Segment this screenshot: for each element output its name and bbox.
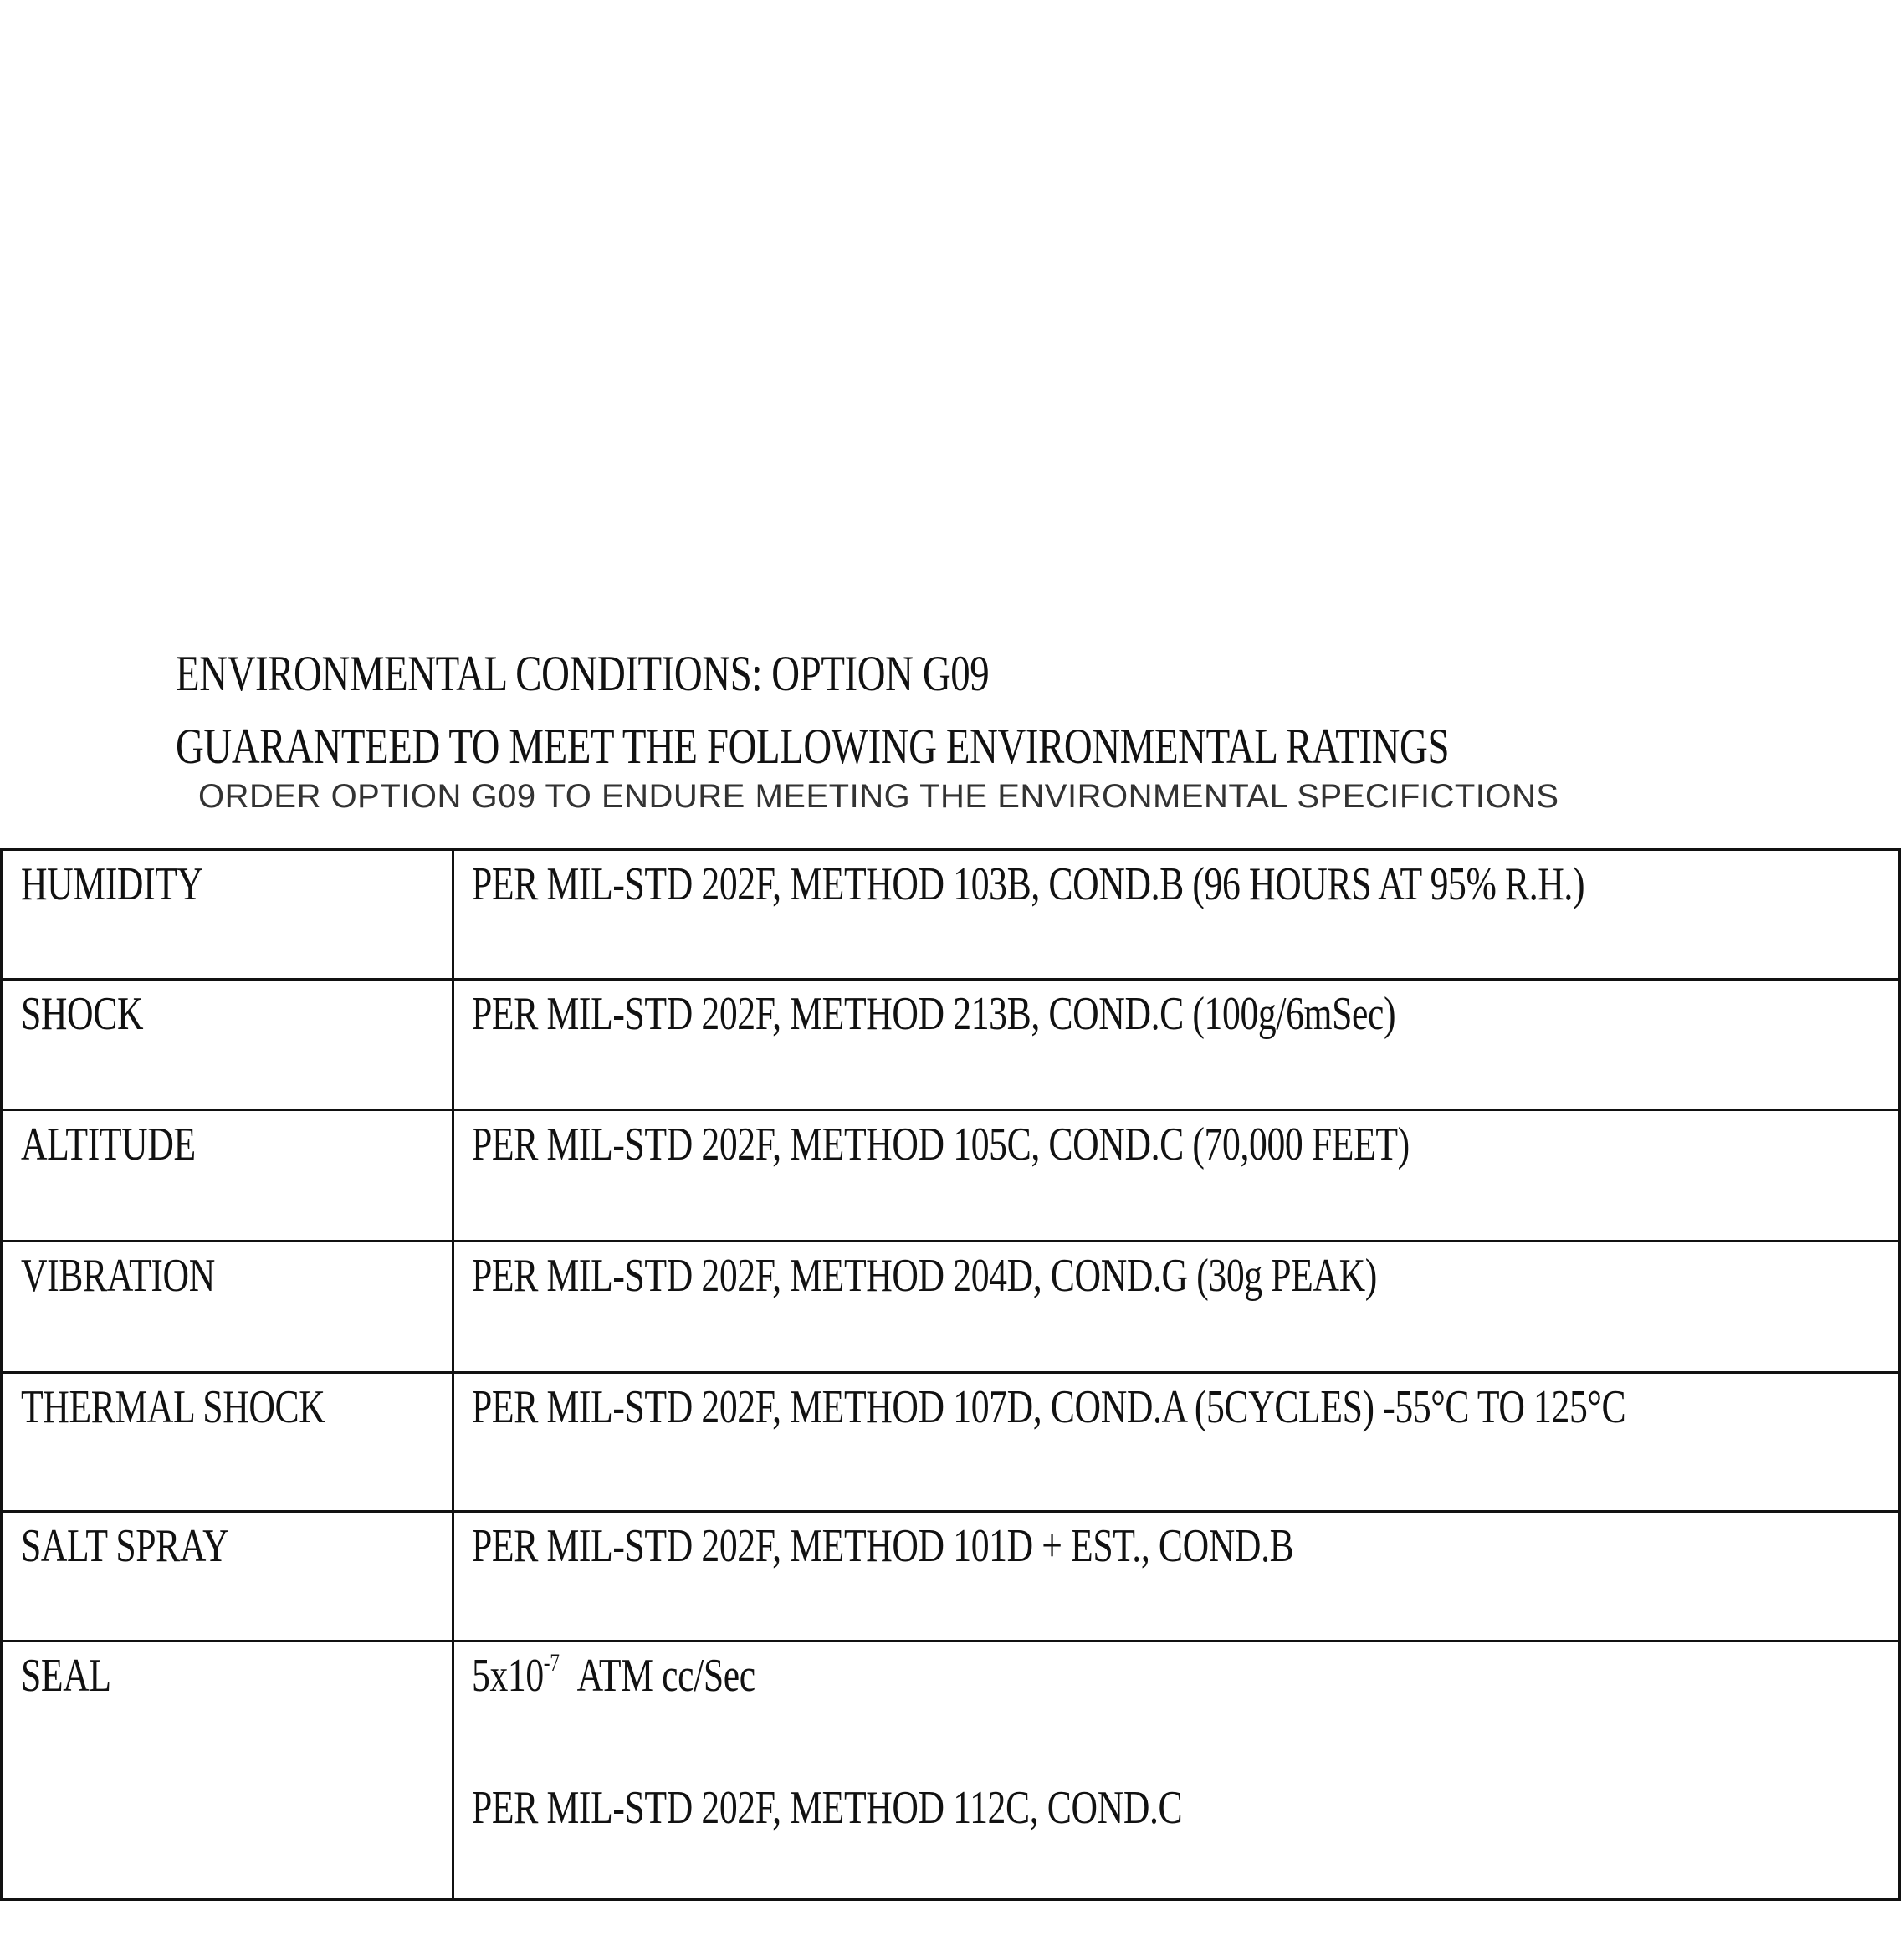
test-spec: PER MIL-STD 202F, METHOD 101D + EST., COND.B (472, 1520, 1294, 1572)
test-name: THERMAL SHOCK (21, 1381, 325, 1433)
test-spec-cell (453, 1512, 1900, 1641)
test-spec: PER MIL-STD 202F, METHOD 103B, COND.B (96 HOURS AT 95% R.H.) (472, 858, 1585, 910)
table-row (2, 850, 1900, 980)
test-name: ALTITUDE (21, 1119, 196, 1170)
test-name-cell (2, 1512, 453, 1641)
test-name-cell (2, 1110, 453, 1242)
test-name: SHOCK (21, 988, 144, 1040)
seal-method: PER MIL-STD 202F, METHOD 112C, COND.C (472, 1782, 1183, 1834)
order-note: ORDER OPTION G09 TO ENDURE MEETING THE ENVIRONMENTAL SPECIFICTIONS (198, 778, 1559, 815)
test-name-cell (2, 1373, 453, 1512)
test-name-cell (2, 1242, 453, 1373)
test-spec-cell (453, 1242, 1900, 1373)
test-spec-cell (453, 1641, 1900, 1900)
test-spec: PER MIL-STD 202F, METHOD 204D, COND.G (30g PEAK) (472, 1250, 1377, 1302)
test-name: SEAL (21, 1650, 111, 1702)
test-name: SALT SPRAY (21, 1520, 229, 1572)
test-spec-cell (453, 980, 1900, 1110)
seal-leak-rate (472, 1649, 755, 1702)
test-spec-cell (453, 1373, 1900, 1512)
leak-rate-base: 5x10 (472, 1650, 544, 1702)
environmental-ratings-table (0, 848, 1901, 1901)
test-spec: PER MIL-STD 202F, METHOD 107D, COND.A (5CYCLES) -55°C TO 125°C (472, 1381, 1626, 1433)
table-row (2, 1512, 1900, 1641)
heading-line-1: ENVIRONMENTAL CONDITIONS: OPTION G09 (176, 646, 990, 701)
test-name: HUMIDITY (21, 858, 203, 910)
test-spec: PER MIL-STD 202F, METHOD 105C, COND.C (70,000 FEET) (472, 1119, 1410, 1170)
table-row (2, 1373, 1900, 1512)
test-name-cell (2, 980, 453, 1110)
heading-line-2: GUARANTEED TO MEET THE FOLLOWING ENVIRONMENTAL RATINGS (176, 719, 1450, 774)
table-row (2, 1641, 1900, 1900)
test-spec-cell (453, 850, 1900, 980)
leak-rate-exponent: -7 (543, 1649, 560, 1677)
test-spec: PER MIL-STD 202F, METHOD 213B, COND.C (100g/6mSec) (472, 988, 1396, 1040)
table-row (2, 980, 1900, 1110)
test-name-cell (2, 850, 453, 980)
table-row (2, 1110, 1900, 1242)
test-spec-cell (453, 1110, 1900, 1242)
leak-rate-unit: ATM cc/Sec (576, 1650, 755, 1702)
test-name-cell (2, 1641, 453, 1900)
table-row (2, 1242, 1900, 1373)
test-name: VIBRATION (21, 1250, 215, 1302)
